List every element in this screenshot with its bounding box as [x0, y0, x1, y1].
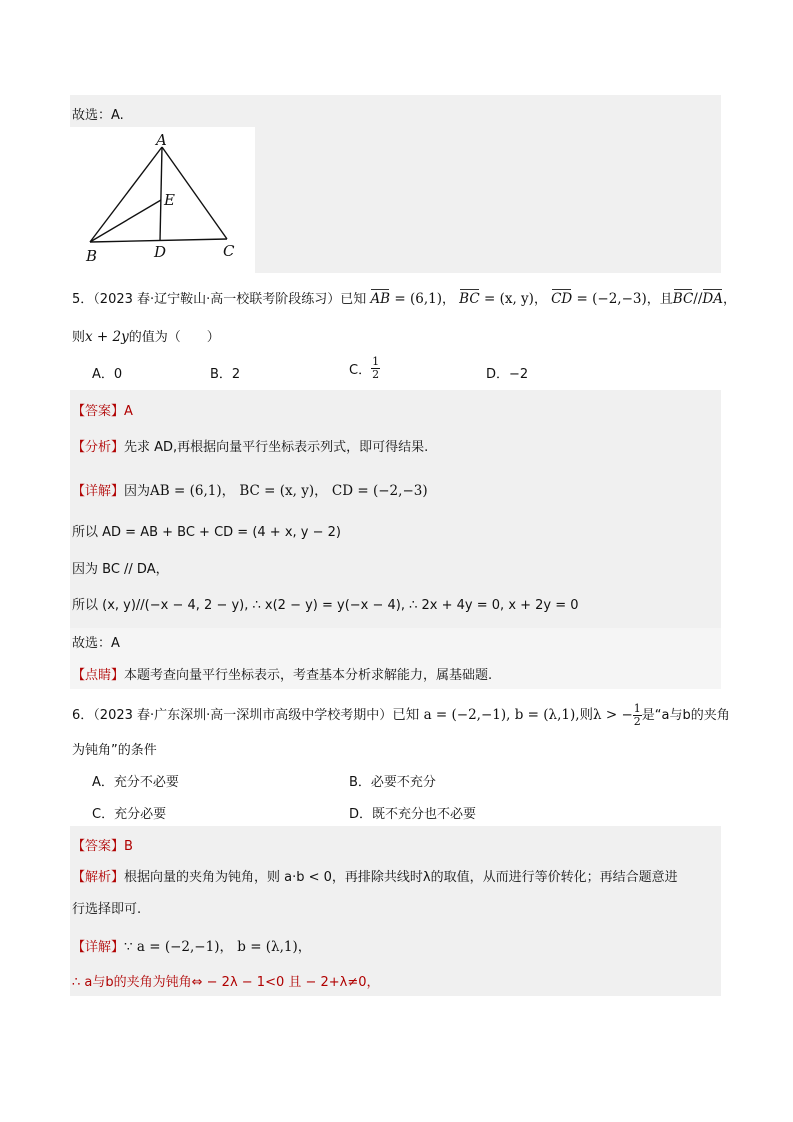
triangle-figure	[70, 127, 255, 273]
q6-line2: 为钝角”的条件	[72, 743, 157, 758]
q5-and: ，且	[646, 292, 673, 307]
q6-stem-end: 是“a与b的夹角	[641, 708, 730, 723]
q6-stem: 6．（2023 春·广东深圳·高一深圳市高级中学校考期中）已知 a = (−2,−1), b = (λ,1),则λ > − $\frac{1}{2}$ 是“a与b的夹角	[72, 702, 730, 728]
q5-bc-value: = (x, y)	[479, 291, 534, 307]
q5-option-c-den: 2	[372, 368, 380, 381]
q6-detail-2: ∴ a与b的夹角为钝角⇔ − 2λ − 1<0 且 − 2+λ≠0，	[72, 975, 380, 990]
q5-option-c[interactable]	[349, 356, 380, 381]
q5-line2-expr: x + 2y	[85, 329, 129, 345]
q6-answer-tag: 【答案】	[72, 839, 125, 854]
altitude-ad	[160, 147, 162, 241]
q5-detail1-prefix: 因为	[124, 484, 151, 499]
q6-half-fraction	[633, 703, 642, 728]
q5-answer-tag: 【答案】	[72, 404, 125, 419]
q6-stem-text: 已知 a = (−2,−1), b = (λ,1),则λ > −	[392, 707, 633, 723]
q5-comment-text: 本题考查向量平行坐标表示，考查基本分析求解能力，属基础题.	[124, 668, 493, 683]
q5-cd-value: = (−2,−3)	[572, 291, 647, 307]
q6-half-den: 2	[633, 715, 641, 728]
q5-option-c-label: C．	[349, 363, 372, 378]
label-b: B	[86, 247, 98, 265]
q5-line2-prefix: 则	[72, 330, 86, 345]
q5-answer-value: A	[124, 404, 133, 419]
q5-detail-2: 所以 AD = AB + BC + CD = (4 + x, y − 2)	[72, 525, 341, 540]
q5-option-c-num: 1	[372, 355, 380, 368]
label-a: A	[156, 131, 167, 149]
q5-detail-4: 所以 (x, y)//(−x − 4, 2 − y), ∴ x(2 − y) = y(−x − 4), ∴ 2x + 4y = 0, x + 2y = 0	[72, 598, 579, 613]
q5-comment	[72, 664, 492, 683]
q5-vec-cd: CD	[551, 291, 573, 307]
q5-analysis	[72, 436, 428, 455]
q6-half-num: 1	[633, 702, 641, 715]
q5-analysis-tag: 【分析】	[72, 440, 125, 455]
q6-option-d[interactable]: D．既不充分也不必要	[349, 807, 477, 822]
q6-analysis-text: 根据向量的夹角为钝角，则 a·b < 0，再排除共线时λ的取值，从而进行等价转化；再结合题意进	[124, 870, 678, 885]
q5-line2-suffix: 的值为（ ）	[128, 330, 220, 345]
q5-detail1-text: AB = (6,1)， BC = (x, y)， CD = (−2,−3)	[150, 483, 428, 499]
q6-answer-value: B	[124, 839, 133, 854]
q6-analysis-2: 行选择即可.	[72, 902, 142, 917]
q4-conclusion: 故选：A.	[72, 108, 124, 123]
q5-vec-bc: BC	[459, 291, 480, 307]
q6-analysis-tag: 【解析】	[72, 870, 125, 885]
segment-be	[90, 200, 161, 242]
q5-stem-prefix: 已知	[340, 292, 367, 307]
q6-detail1-text: ∵ a = (−2,−1)， b = (λ,1)，	[124, 939, 312, 955]
q5-number: 5	[72, 292, 81, 307]
q5-detail-3: 因为 BC // DA，	[72, 562, 169, 577]
q5-analysis-text: 先求 AD,再根据向量平行坐标表示列式，即可得结果.	[124, 440, 429, 455]
q5-parallel-sym: //	[693, 291, 703, 307]
side-bc	[90, 239, 227, 242]
q6-detail-tag: 【详解】	[72, 940, 125, 955]
q5-parallel-left: BC	[672, 291, 694, 307]
q5-ab-value: = (6,1)	[390, 291, 443, 307]
q5-option-d[interactable]: D．−2	[486, 367, 529, 382]
q5-detail-1	[72, 479, 428, 499]
q5-answer	[72, 400, 133, 419]
q6-answer	[72, 835, 133, 854]
triangle-diagram	[70, 127, 255, 273]
q6-number: 6	[72, 708, 81, 723]
label-d: D	[154, 243, 167, 261]
q5-parallel-right: DA	[702, 291, 723, 307]
q5-vec-ab: AB	[370, 291, 391, 307]
q5-option-c-fraction	[371, 356, 380, 381]
q5-option-a[interactable]: A．0	[92, 367, 123, 382]
label-e: E	[164, 191, 175, 209]
q5-source: （2023 春·辽宁鞍山·高一校联考阶段练习）	[93, 292, 341, 307]
q5-solution-band	[70, 390, 721, 628]
q5-comment-tag: 【点睛】	[72, 668, 125, 683]
q5-conclusion: 故选：A	[72, 636, 120, 651]
label-c: C	[223, 242, 235, 260]
q6-option-b[interactable]: B．必要不充分	[349, 775, 436, 790]
q5-stem: 5．（2023 春·辽宁鞍山·高一校联考阶段练习）已知 AB = (6,1)， BC = (x, y)， CD = (−2,−3)，且BC//DA，	[72, 291, 736, 307]
q5-option-b[interactable]: B．2	[210, 367, 241, 382]
q6-detail-1	[72, 935, 311, 955]
q6-option-a[interactable]: A．充分不必要	[92, 775, 179, 790]
q5-detail-tag: 【详解】	[72, 484, 125, 499]
q6-option-c[interactable]: C．充分必要	[92, 807, 167, 822]
side-ab	[90, 147, 162, 242]
q6-analysis	[72, 866, 678, 885]
q6-source: （2023 春·广东深圳·高一深圳市高级中学校考期中）	[93, 708, 393, 723]
q5-line2	[72, 326, 220, 345]
